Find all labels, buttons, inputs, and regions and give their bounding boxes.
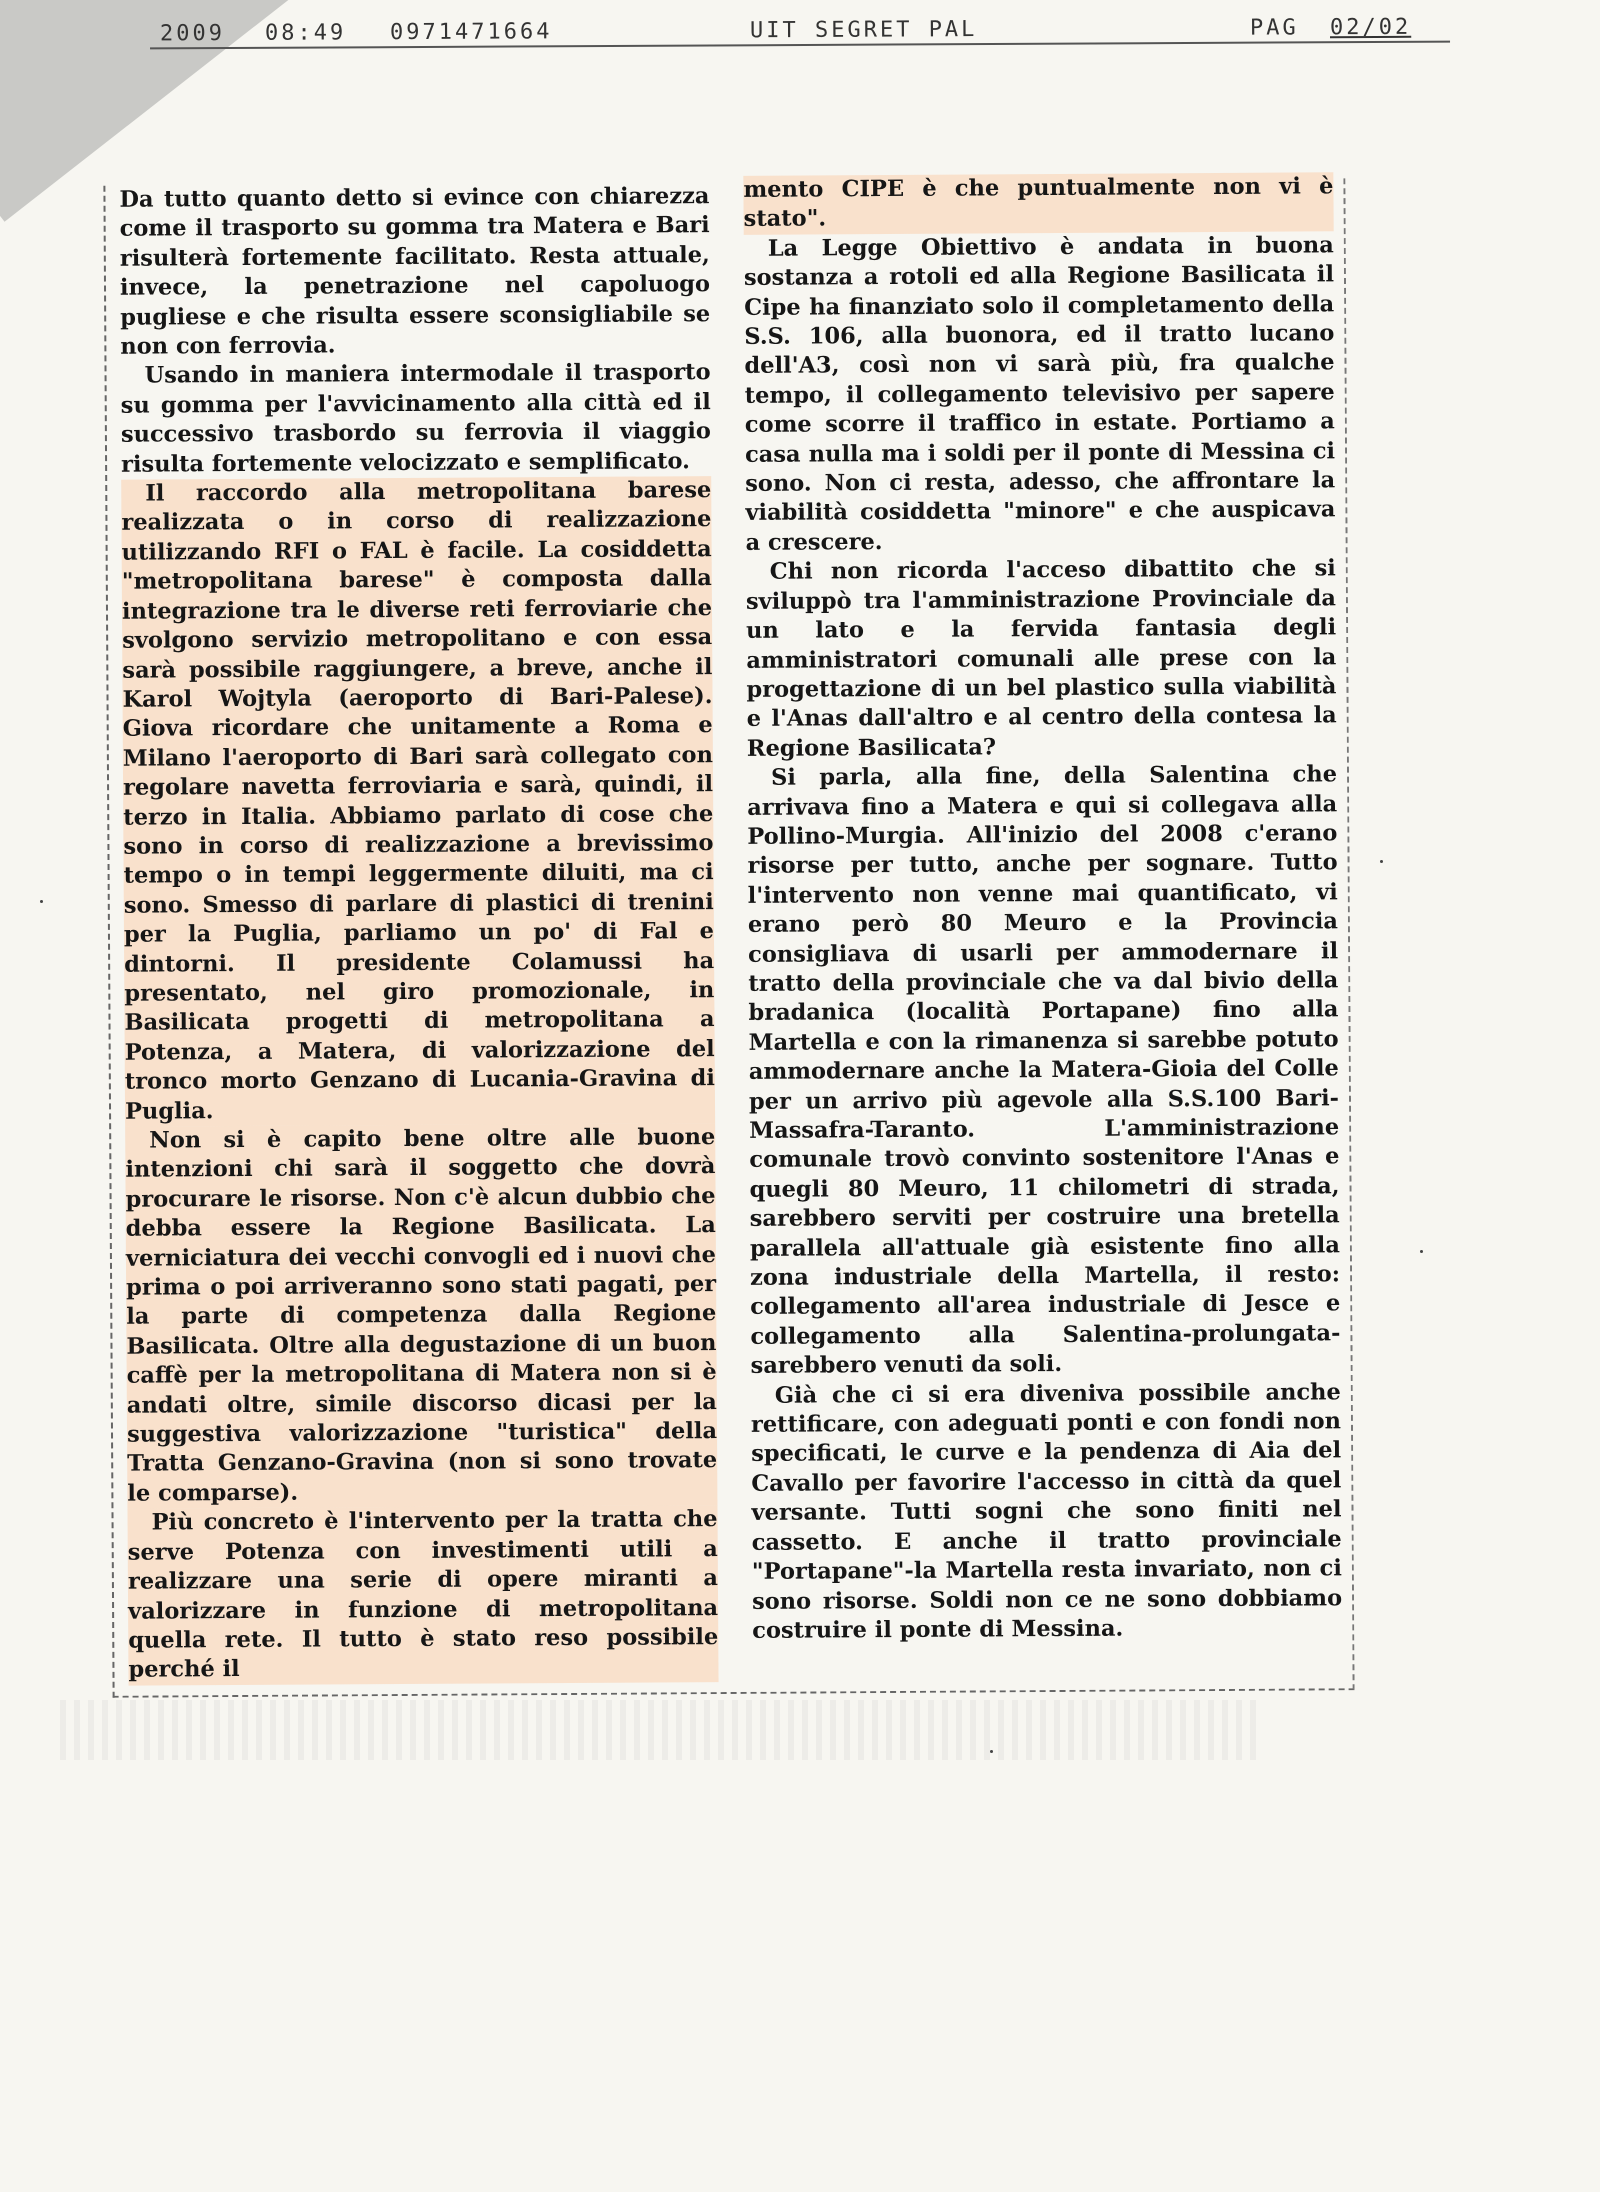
fax-page-label: PAG — [1249, 15, 1299, 41]
article-paragraph: mento CIPE è che puntualmente non vi è stato". — [743, 172, 1333, 234]
article-left-column — [119, 182, 718, 1685]
article-paragraph: Non si è capito bene oltre alle buone intenzioni chi sarà il soggetto che dovrà procurare le risorse. Non c'è alcun dubbio che debba essere la Regione Basilicata. La verniciatura dei vecchi convogli ed i nuovi che prima o poi arriveranno sono stati pagati, per la parte di competenza dalla Regione Basilicata. Oltre alla degustazione di un buon caffè per la metropolitana di Matera non si è andati oltre, simile discorso dicasi per la suggestiva valorizzazione "turistica" della Tratta Genzano-Gravina (non si sono trovate le comparse). — [125, 1123, 717, 1509]
fax-date: 2009 — [159, 21, 226, 47]
scan-noise — [60, 1700, 1260, 1760]
scan-speck — [1420, 1250, 1423, 1253]
fax-page-number: 02/02 — [1329, 14, 1412, 41]
article-paragraph: Il raccordo alla metropolitana barese realizzata o in corso di realizzazione utilizzando RFI o FAL è facile. La cosiddetta "metropolitana barese" è composta dalla integrazione tra le diverse reti ferroviarie che svolgono servizio metropolitano e con essa sarà possibile raggiungere, a breve, anche il Karol Wojtyla (aeroporto di Bari-Palese). Giova ricordare che unitamente a Roma e Milano l'aeroporto di Bari sarà collegato con regolare navetta ferroviaria e sarà, quindi, il terzo in Italia. Abbiamo parlato di cose che sono in corso di realizzazione a brevissimo tempo o in tempi leggermente diluiti, ma ci sono. Smesso di parlare di plastici di trenini per la Puglia, parliamo un po' di Fal e dintorni. Il presidente Colamussi ha presentato, nel giro promozionale, in Basilicata progetti di metropolitana a Potenza, a Matera, di valorizzazione del tronco morto Genzano di Lucania-Gravina di Puglia. — [121, 476, 715, 1127]
fax-time: 08:49 — [264, 20, 347, 46]
article-right-column — [743, 172, 1342, 1646]
article-paragraph: Più concreto è l'intervento per la tratta che serve Potenza con investimenti utili a realizzare una serie di opere miranti a valorizzare in funzione di metropolitana quella rete. Il tutto è stato reso possibile perché il — [127, 1505, 718, 1685]
article-paragraph: Si parla, alla fine, della Salentina che arrivava fino a Matera e qui si collegava alla Pollino-Murgia. All'inizio del 2008 c'erano risorse per tutto, anche per sognare. Tutto l'intervento non venne mai quantificato, vi erano però 80 Meuro e la Provincia consigliava di usarli per ammodernare il tratto della provinciale che va dal bivio della bradanica (località Portapane) fino alla Martella e con la rimanenza si sarebbe potuto ammodernare anche la Matera-Gioia del Colle per un arrivo più agevole alla S.S.100 Bari-Massafra-Taranto. L'amministrazione comunale trovò convinto sostenitore l'Anas e quegli 80 Meuro, 11 chilometri di strada, sarebbero serviti per costruire una bretella parallela all'attuale già esistente fino alla zona industriale della Martella, il resto: collegamento all'area industriale di Jesce e collegamento alla Salentina-prolungata-sarebbero venuti da soli. — [747, 761, 1341, 1380]
article-paragraph: Da tutto quanto detto si evince con chiarezza come il trasporto su gomma tra Matera e Bari risulterà fortemente facilitato. Resta attuale, invece, la penetrazione nel capoluogo pugliese e che risulta essere sconsigliabile se non con ferrovia. — [119, 183, 711, 360]
fax-header — [150, 15, 1450, 62]
article-paragraph: Già che ci si era diveniva possibile anche rettificare, con adeguati ponti e con fondi non specificati, le curve e la pendenza di Aia del Cavallo per favorire l'accesso in città da quel versante. Tutti sogni che sono finiti nel cassetto. E anche il tratto provinciale "Portapane"-la Martella resta invariato, non ci sono risorse. Soldi non ce ne sono dobbiamo costruire il ponte di Messina. — [750, 1378, 1343, 1644]
scan-speck — [990, 1750, 993, 1753]
scan-speck — [1380, 860, 1383, 863]
article-paragraph: Usando in maniera intermodale il trasporto su gomma per l'avvicinamento alla città ed il successivo trasbordo su ferrovia il viaggio risulta fortemente velocizzato e semplificato. — [120, 359, 711, 478]
newspaper-clipping — [103, 173, 1354, 1698]
article-paragraph: La Legge Obiettivo è andata in buona sostanza a rotoli ed alla Regione Basilicata il Cipe ha finanziato solo il completamento della S.S. 106, alla buonora, ed il tratto lucano dell'A3, così non vi sarà più, fra qualche tempo, il collegamento televisivo per sapere come scorre il traffico in estate. Portiamo a casa nulla ma i soldi per il ponte di Messina ci sono. Non ci resta, adesso, che affrontare la viabilità cosiddetta "minore" e che auspicava a crescere. — [743, 232, 1336, 556]
fax-number: 0971471664 — [389, 19, 553, 46]
fax-sender: UIT SEGRET PAL — [749, 17, 978, 44]
scan-speck — [40, 900, 43, 903]
article-paragraph: Chi non ricorda l'acceso dibattito che si sviluppò tra l'amministrazione Provinciale da un lato e la fervida fantasia degli amministratori comunali alle prese con la progettazione di un bel plastico sulla viabilità e l'Anas dall'altro e al centro della contesa la Regione Basilicata? — [745, 555, 1337, 762]
